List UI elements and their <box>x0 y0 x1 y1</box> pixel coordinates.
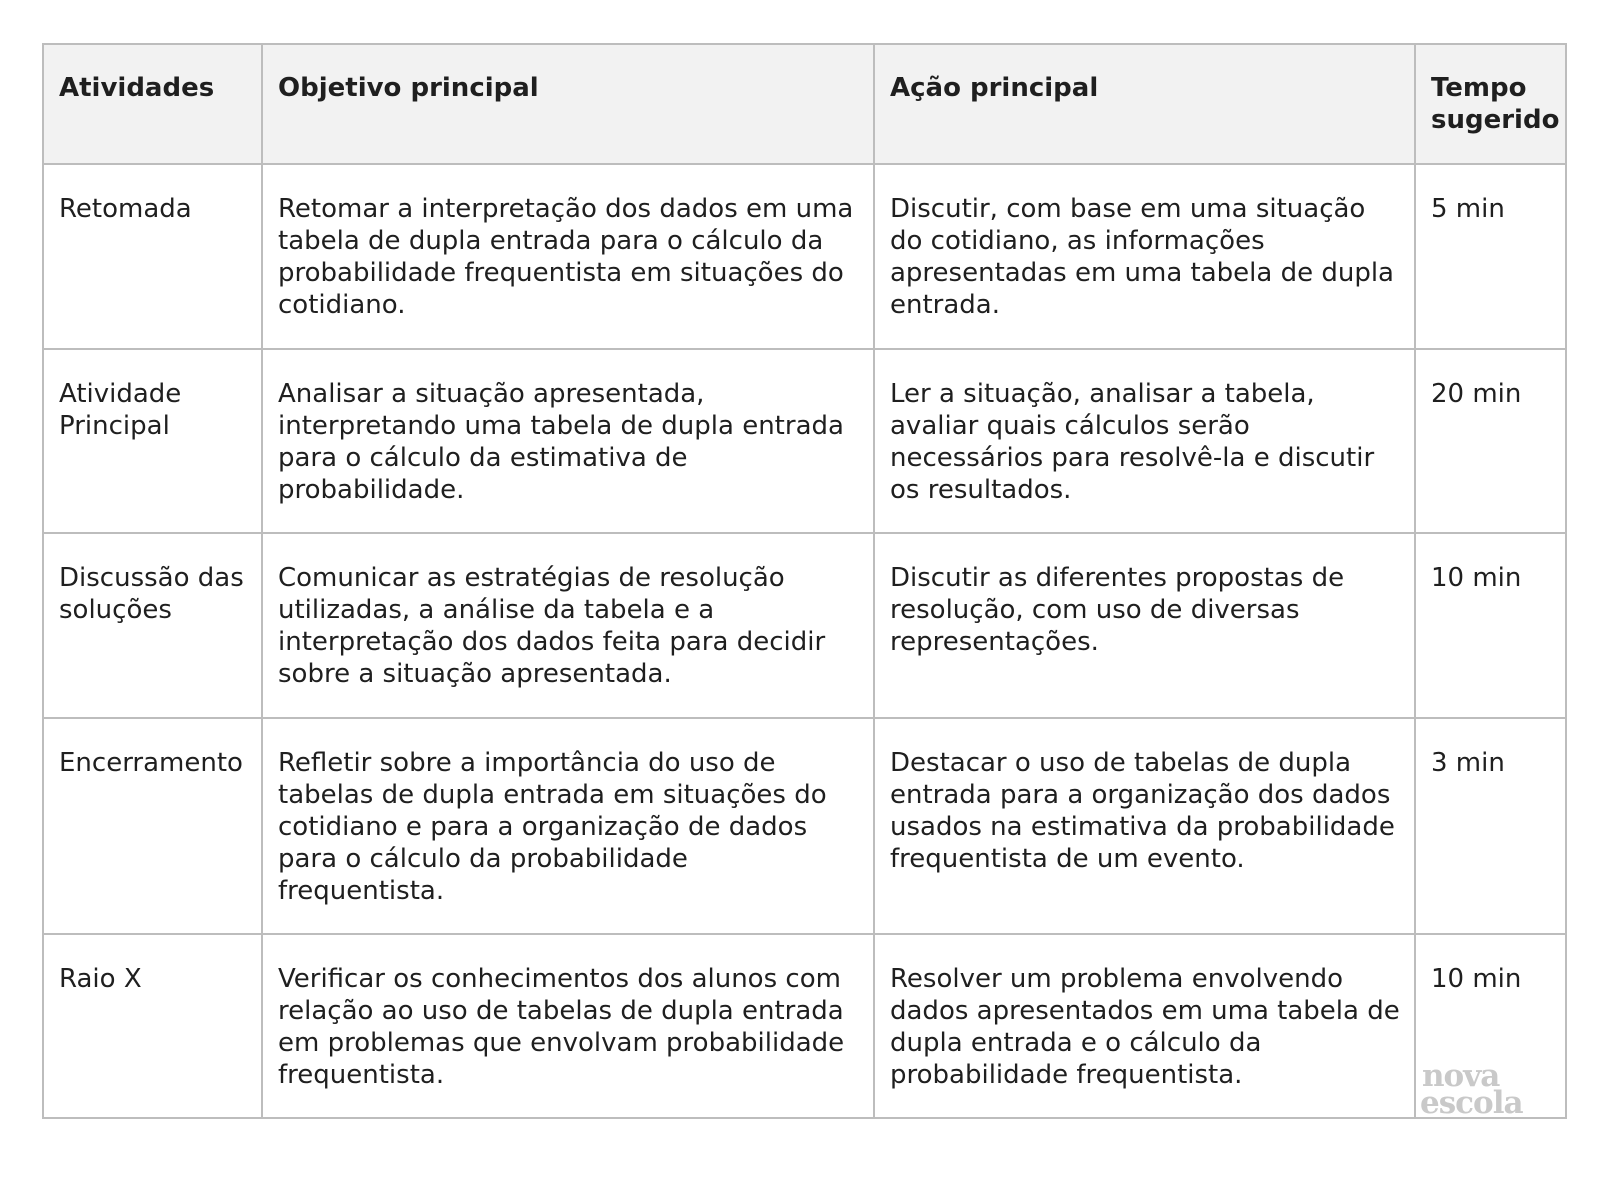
cell-acao: Discutir as diferentes propostas de resolução, com uso de diversas representações. <box>874 533 1415 718</box>
cell-atividade: Raio X <box>43 934 262 1118</box>
header-atividades: Atividades <box>43 44 262 164</box>
cell-acao: Discutir, com base em uma situação do cotidiano, as informações apresentadas em uma tabela de dupla entrada. <box>874 164 1415 349</box>
header-tempo-sugerido: Tempo sugerido <box>1415 44 1566 164</box>
table-row <box>43 718 1566 934</box>
table-row <box>43 164 1566 349</box>
cell-acao: Resolver um problema envolvendo dados apresentados em uma tabela de dupla entrada e o cálculo da probabilidade frequentista. <box>874 934 1415 1118</box>
table-body <box>43 164 1566 1121</box>
cell-tempo: 10 min <box>1415 533 1566 718</box>
cell-atividade: Discussão das soluções <box>43 533 262 718</box>
header-row <box>43 44 1566 164</box>
cell-objetivo: Retomar a interpretação dos dados em uma tabela de dupla entrada para o cálculo da probabilidade frequentista em situações do cotidiano. <box>262 164 874 349</box>
cell-atividade: Encerramento <box>43 718 262 934</box>
header-objetivo-principal: Objetivo principal <box>262 44 874 164</box>
cell-objetivo: Analisar a situação apresentada, interpretando uma tabela de dupla entrada para o cálculo da estimativa de probabilidade. <box>262 349 874 533</box>
cell-tempo: 20 min <box>1415 349 1566 533</box>
table-row <box>43 349 1566 533</box>
header-acao-principal: Ação principal <box>874 44 1415 164</box>
table-row <box>43 533 1566 718</box>
activity-plan-table <box>42 43 1567 1119</box>
table-row <box>43 934 1566 1118</box>
table-header <box>43 44 1566 164</box>
cell-objetivo: Verificar os conhecimentos dos alunos com relação ao uso de tabelas de dupla entrada em problemas que envolvam probabilidade frequentista. <box>262 934 874 1118</box>
cell-acao: Ler a situação, analisar a tabela, avaliar quais cálculos serão necessários para resolvê-la e discutir os resultados. <box>874 349 1415 533</box>
cell-tempo: 10 min <box>1415 934 1566 1118</box>
cell-objetivo: Comunicar as estratégias de resolução utilizadas, a análise da tabela e a interpretação dos dados feita para decidir sobre a situação apresentada. <box>262 533 874 718</box>
cell-atividade: Retomada <box>43 164 262 349</box>
cell-objetivo: Refletir sobre a importância do uso de tabelas de dupla entrada em situações do cotidiano e para a organização de dados para o cálculo da probabilidade frequentista. <box>262 718 874 934</box>
logo-line-1: nova <box>1422 1058 1500 1094</box>
cell-acao: Destacar o uso de tabelas de dupla entrada para a organização dos dados usados na estimativa da probabilidade frequentista de um evento. <box>874 718 1415 934</box>
cell-tempo: 3 min <box>1415 718 1566 934</box>
cell-tempo: 5 min <box>1415 164 1566 349</box>
logo-line-2: escola <box>1420 1085 1523 1121</box>
cell-atividade: Atividade Principal <box>43 349 262 533</box>
nova-escola-logo <box>1420 1058 1540 1121</box>
